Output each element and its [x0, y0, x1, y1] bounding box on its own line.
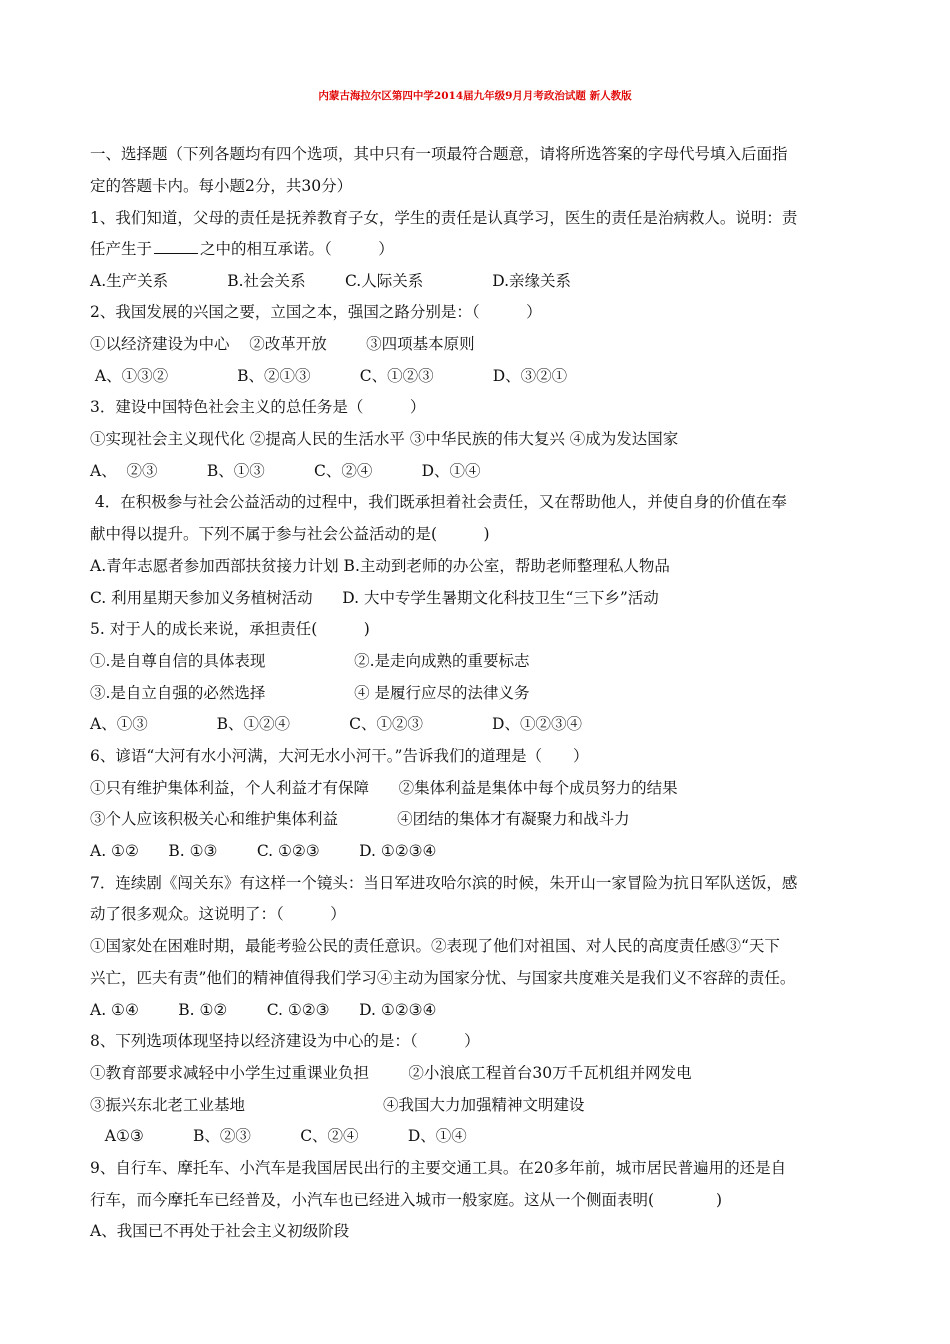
question-1-options: A.生产关系 B.社会关系 C.人际关系 D.亲缘关系 [90, 272, 571, 290]
question-7-cont: 动了很多观众。这说明了：（ ） [90, 905, 346, 923]
question-7: 7．连续剧《闯关东》有这样一个镜头：当日军进攻哈尔滨的时候，朱开山一家冒险为抗日军队送饭，感 [90, 874, 798, 892]
question-4-cont: 献中得以提升。下列不属于参与社会公益活动的是( ) [90, 525, 490, 543]
question-7-statements-b: 兴亡，匹夫有责”他们的精神值得我们学习④主动为国家分忧、与国家共度难关是我们义不容辞的责任。 [90, 969, 796, 987]
question-9-option-a: A、我国已不再处于社会主义初级阶段 [90, 1222, 350, 1240]
question-5-statements-a: ①.是自尊自信的具体表现 ②.是走向成熟的重要标志 [90, 652, 530, 670]
section-instruction-cont: 定的答题卡内。每小题2分，共30分） [90, 177, 353, 195]
question-1: 1、我们知道，父母的责任是抚养教育子女，学生的责任是认真学习，医生的责任是治病救人。说明：责 [90, 209, 798, 227]
section-instruction: 一、选择题（下列各题均有四个选项，其中只有一项最符合题意，请将所选答案的字母代号填入后面指 [90, 145, 788, 163]
question-6-options: A. ①② B. ①③ C. ①②③ D. ①②③④ [90, 842, 437, 860]
question-6-statements-b: ③个人应该积极关心和维护集体利益 ④团结的集体才有凝聚力和战斗力 [90, 810, 630, 828]
question-6: 6、谚语“大河有水小河满，大河无水小河干。”告诉我们的道理是（ ） [90, 747, 589, 765]
question-2-options: A、①③② B、②①③ C、①②③ D、③②① [90, 367, 568, 385]
question-1-cont-b: 之中的相互承诺。（ ） [200, 240, 394, 258]
question-8: 8、下列选项体现坚持以经济建设为中心的是：（ ） [90, 1032, 480, 1050]
question-4-options-ab: A.青年志愿者参加西部扶贫接力计划 B.主动到老师的办公室，帮助老师整理私人物品 [90, 557, 670, 575]
question-7-options: A. ①④ B. ①② C. ①②③ D. ①②③④ [90, 1001, 437, 1019]
question-3-options: A、 ②③ B、①③ C、②④ D、①④ [90, 462, 481, 480]
question-1-cont-a: 任产生于 [90, 240, 153, 258]
question-3-statements: ①实现社会主义现代化 ②提高人民的生活水平 ③中华民族的伟大复兴 ④成为发达国家 [90, 430, 679, 448]
question-4-options-cd: C. 利用星期天参加义务植树活动 D. 大中专学生暑期文化科技卫生“三下乡”活动 [90, 589, 659, 607]
question-9: 9、自行车、摩托车、小汽车是我国居民出行的主要交通工具。在20多年前，城市居民普遍用的还是自 [90, 1159, 787, 1177]
fill-blank [154, 239, 198, 254]
question-5-statements-b: ③.是自立自强的必然选择 ④ 是履行应尽的法律义务 [90, 684, 530, 702]
question-7-statements-a: ①国家处在困难时期，最能考验公民的责任意识。②表现了他们对祖国、对人民的高度责任感③“天下 [90, 937, 780, 955]
question-9-cont: 行车，而今摩托车已经普及，小汽车也已经进入城市一般家庭。这从一个侧面表明( ) [90, 1191, 723, 1209]
question-6-statements-a: ①只有维护集体利益，个人利益才有保障 ②集体利益是集体中每个成员努力的结果 [90, 779, 678, 797]
question-4: 4．在积极参与社会公益活动的过程中，我们既承担着社会责任，又在帮助他人，并使自身的价值在奉 [90, 493, 787, 511]
question-1-cont [90, 239, 394, 259]
question-8-statements-b: ③振兴东北老工业基地 ④我国大力加强精神文明建设 [90, 1096, 585, 1114]
question-5: 5. 对于人的成长来说，承担责任( ) [90, 620, 370, 638]
question-3: 3．建设中国特色社会主义的总任务是（ ） [90, 398, 426, 416]
question-5-options: A、①③ B、①②④ C、①②③ D、①②③④ [90, 715, 582, 733]
question-8-statements-a: ①教育部要求减轻中小学生过重课业负担 ②小浪底工程首台30万千瓦机组并网发电 [90, 1064, 692, 1082]
page-title: 内蒙古海拉尔区第四中学2014届九年级9月月考政治试题 新人教版 [318, 90, 632, 102]
question-2: 2、我国发展的兴国之要，立国之本，强国之路分别是：（ ） [90, 303, 542, 321]
question-2-statements: ①以经济建设为中心 ②改革开放 ③四项基本原则 [90, 335, 475, 353]
question-8-options: A①③ B、②③ C、②④ D、①④ [90, 1127, 467, 1145]
